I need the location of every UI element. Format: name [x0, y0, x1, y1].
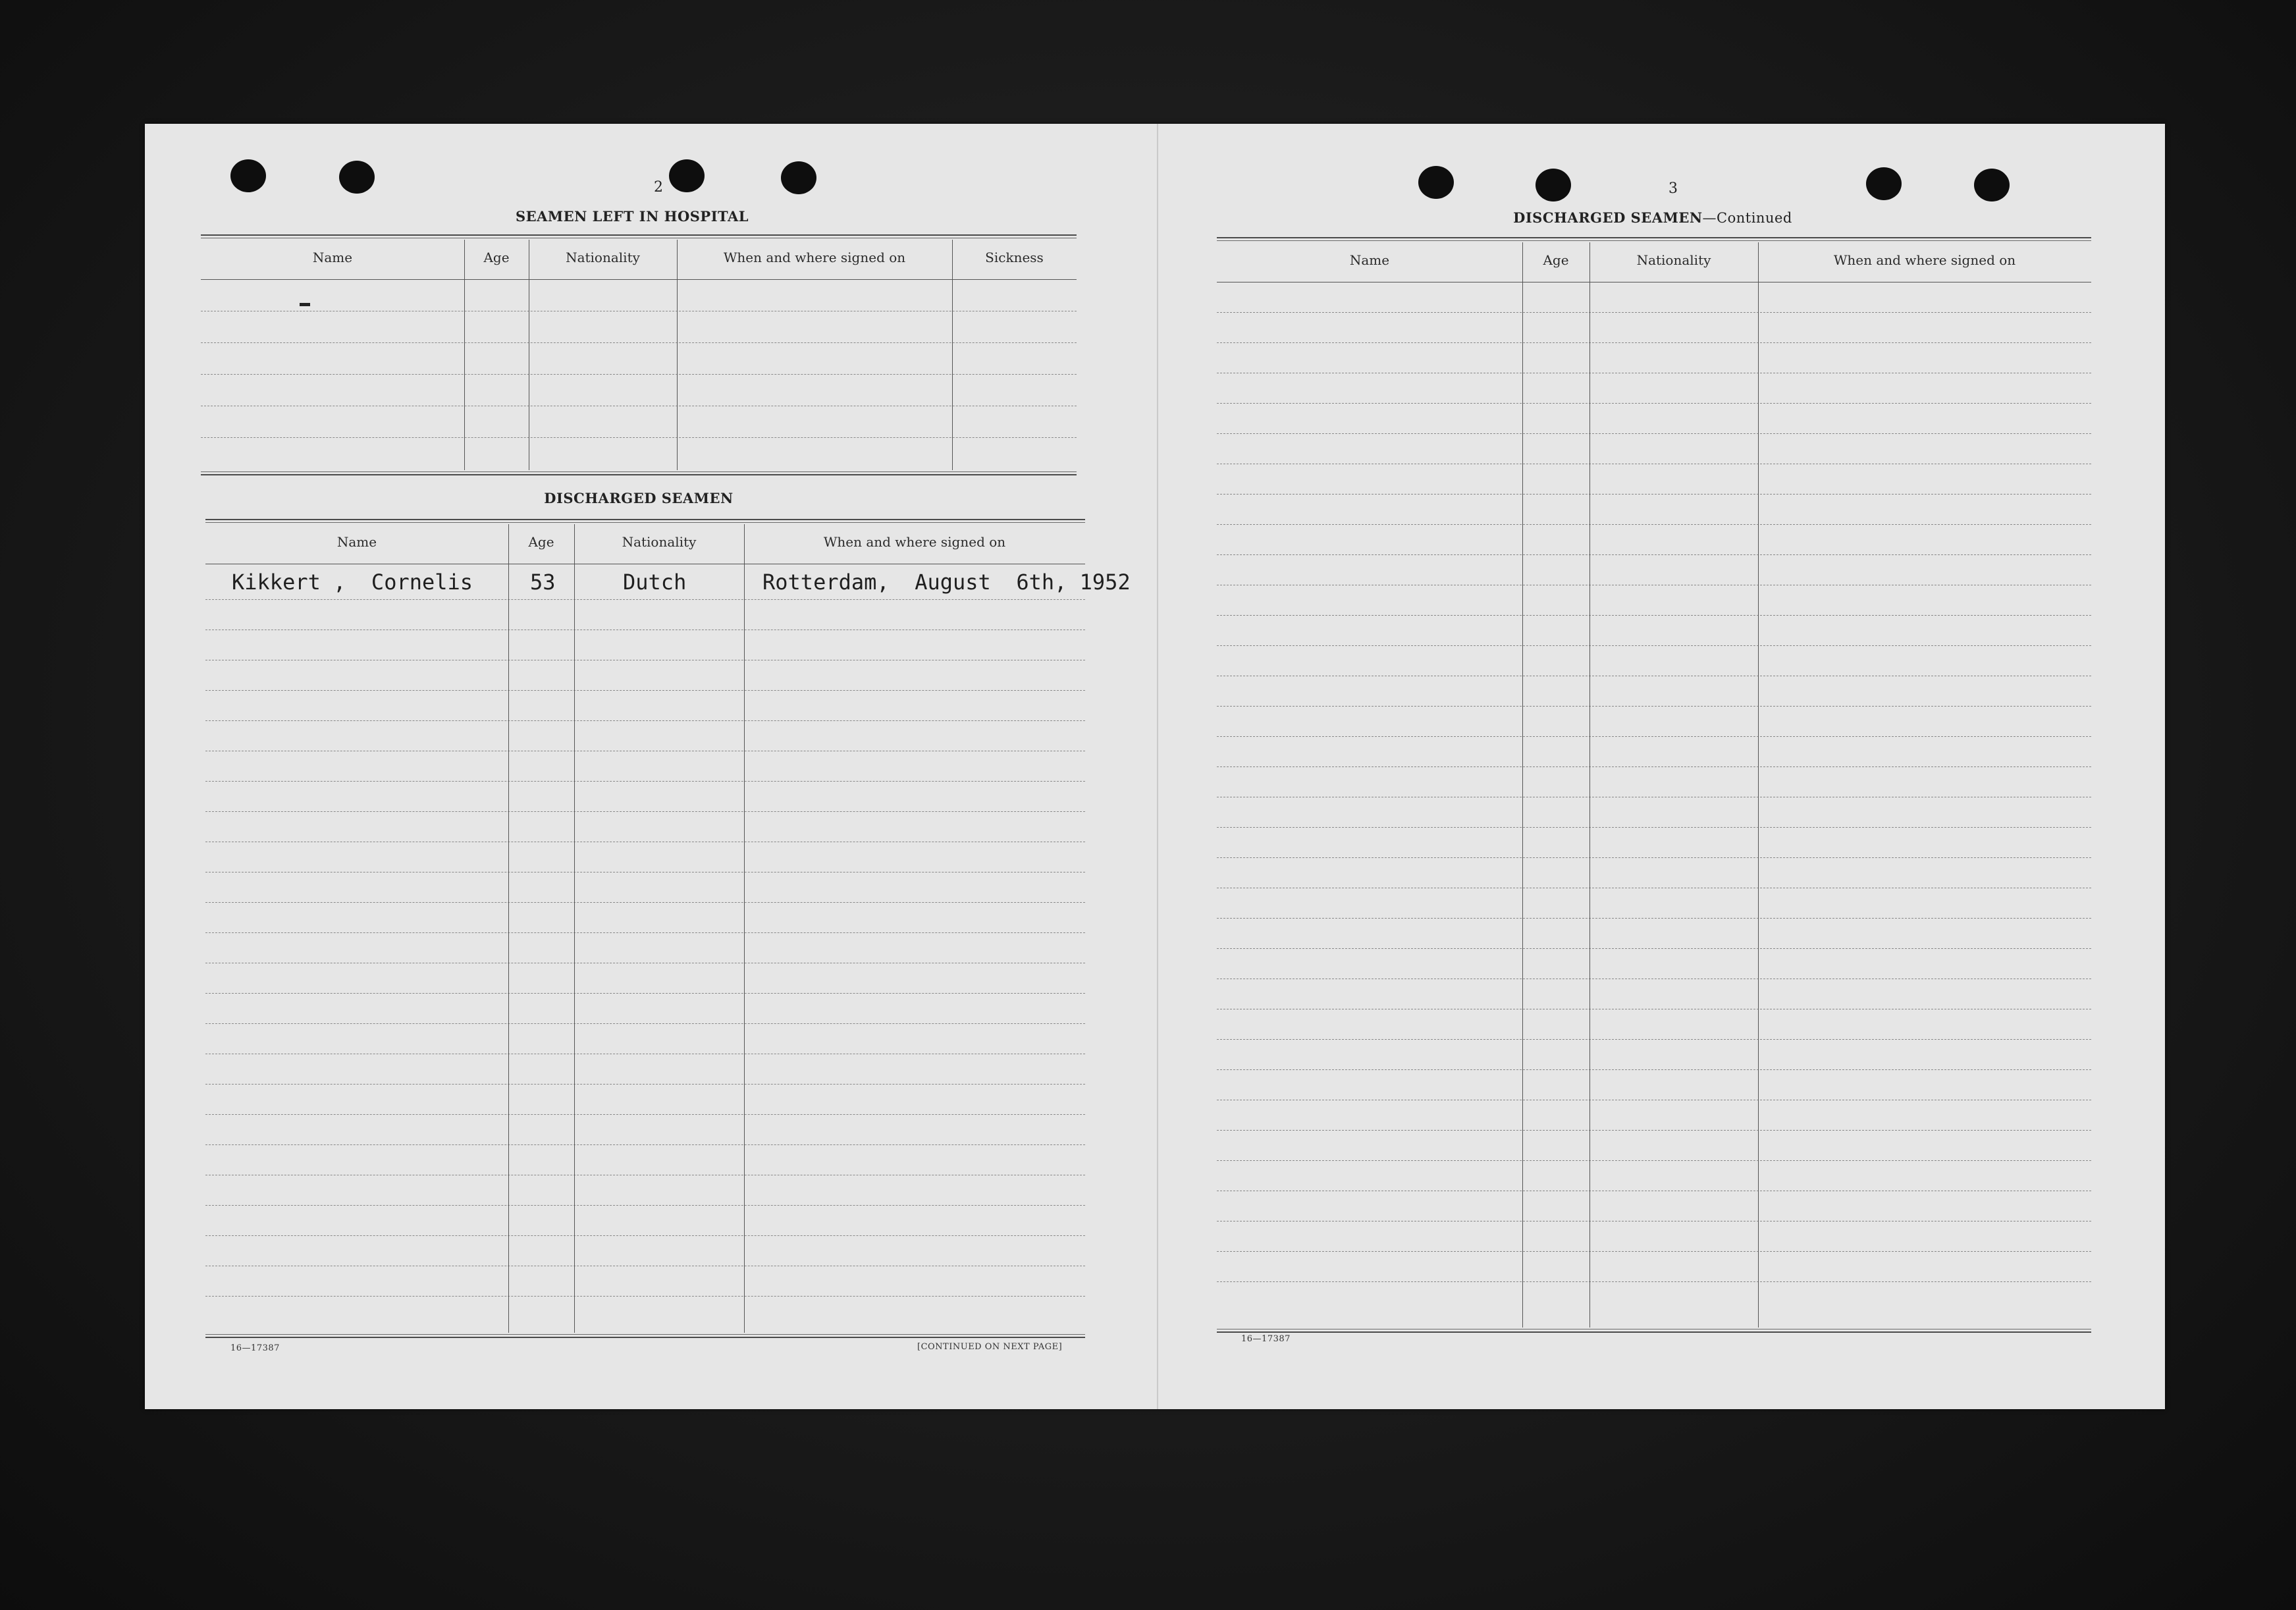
- row-rule: [1217, 766, 2091, 767]
- hospital-table: [201, 234, 1077, 475]
- row-rule: [1217, 1281, 2091, 1282]
- continued-title-text: DISCHARGED SEAMEN: [1513, 209, 1703, 226]
- header-rule: [201, 279, 1077, 280]
- row-rule: [205, 1114, 1085, 1115]
- column-rule: [508, 524, 509, 1333]
- punch-hole: [230, 159, 266, 192]
- row-rule: [1217, 433, 2091, 434]
- column-rule: [744, 524, 745, 1333]
- row-rule: [1217, 857, 2091, 858]
- continued-header-name: Name: [1349, 252, 1390, 268]
- punch-hole: [1866, 167, 1902, 200]
- row-rule: [1217, 706, 2091, 707]
- punch-hole: [1974, 169, 2010, 201]
- column-rule: [1589, 242, 1590, 1328]
- row-rule: [205, 781, 1085, 782]
- row-rule: [1217, 342, 2091, 343]
- punch-hole: [339, 161, 375, 194]
- column-rule: [952, 240, 953, 470]
- hospital-section-title: SEAMEN LEFT IN HOSPITAL: [515, 208, 749, 225]
- row-rule: [201, 437, 1077, 438]
- column-rule: [1758, 242, 1759, 1328]
- row-rule: [205, 1084, 1085, 1085]
- form-number-left: 16—17387: [230, 1343, 280, 1353]
- page-number-right: 3: [1669, 180, 1678, 197]
- row-rule: [1217, 615, 2091, 616]
- punch-hole: [1418, 166, 1454, 199]
- row-rule: [1217, 403, 2091, 404]
- punch-hole: [781, 161, 816, 194]
- row-rule: [1217, 554, 2091, 555]
- continued-header-age: Age: [1543, 252, 1569, 268]
- row-rule: [1217, 494, 2091, 495]
- column-rule: [677, 240, 678, 470]
- continued-section-title: [1488, 209, 1817, 226]
- row-rule: [1217, 827, 2091, 828]
- row-rule: [205, 1205, 1085, 1206]
- hospital-header-sickness: Sickness: [985, 250, 1044, 265]
- discharged-row-nationality: Dutch: [623, 570, 687, 595]
- column-rule: [574, 524, 575, 1333]
- row-rule: [1217, 948, 2091, 949]
- row-rule: [201, 342, 1077, 343]
- row-rule: [1217, 736, 2091, 737]
- row-rule: [205, 1023, 1085, 1024]
- column-rule: [464, 240, 465, 470]
- row-rule: [1217, 524, 2091, 525]
- row-rule: [1217, 312, 2091, 313]
- row-rule: [205, 690, 1085, 691]
- row-rule: [1217, 1039, 2091, 1040]
- row-rule: [1217, 1069, 2091, 1070]
- discharged-header-nationality: Nationality: [622, 534, 697, 550]
- row-rule: [1217, 645, 2091, 646]
- ink-mark: [300, 303, 310, 306]
- row-rule: [205, 1144, 1085, 1145]
- row-rule: [205, 720, 1085, 721]
- row-rule: [205, 811, 1085, 812]
- discharged-row-name: Kikkert , Cornelis: [232, 570, 473, 595]
- row-rule: [205, 993, 1085, 994]
- page-fold: [1157, 124, 1158, 1409]
- row-rule: [205, 1235, 1085, 1236]
- discharged-section-title: DISCHARGED SEAMEN: [544, 490, 734, 506]
- continued-table: [1217, 237, 2091, 1333]
- continued-header-signed-on: When and where signed on: [1833, 252, 2016, 268]
- manifest-sheet: [145, 124, 2165, 1409]
- page-number-left: 2: [654, 179, 663, 196]
- punch-hole: [1535, 169, 1571, 201]
- row-rule: [205, 1296, 1085, 1297]
- continued-on-next-page: [CONTINUED ON NEXT PAGE]: [917, 1342, 1063, 1352]
- row-rule: [201, 374, 1077, 375]
- row-rule: [1217, 918, 2091, 919]
- discharged-row-age: 53: [530, 570, 556, 595]
- hospital-header-name: Name: [312, 250, 353, 265]
- column-rule: [1522, 242, 1523, 1328]
- row-rule: [1217, 1160, 2091, 1161]
- continued-title-suffix: —Continued: [1702, 210, 1792, 226]
- hospital-header-nationality: Nationality: [566, 250, 640, 265]
- discharged-header-signed-on: When and where signed on: [823, 534, 1006, 550]
- discharged-row-signed-on: Rotterdam, August 6th, 1952: [762, 570, 1131, 595]
- row-rule: [1217, 1251, 2091, 1252]
- row-rule: [205, 599, 1085, 600]
- hospital-header-signed-on: When and where signed on: [723, 250, 906, 265]
- row-rule: [205, 932, 1085, 933]
- discharged-header-name: Name: [336, 534, 377, 550]
- discharged-table: [205, 519, 1131, 1338]
- continued-header-nationality: Nationality: [1636, 252, 1711, 268]
- hospital-header-age: Age: [483, 250, 510, 265]
- row-rule: [1217, 1130, 2091, 1131]
- form-number-right: 16—17387: [1241, 1334, 1291, 1344]
- row-rule: [205, 902, 1085, 903]
- discharged-header-age: Age: [528, 534, 554, 550]
